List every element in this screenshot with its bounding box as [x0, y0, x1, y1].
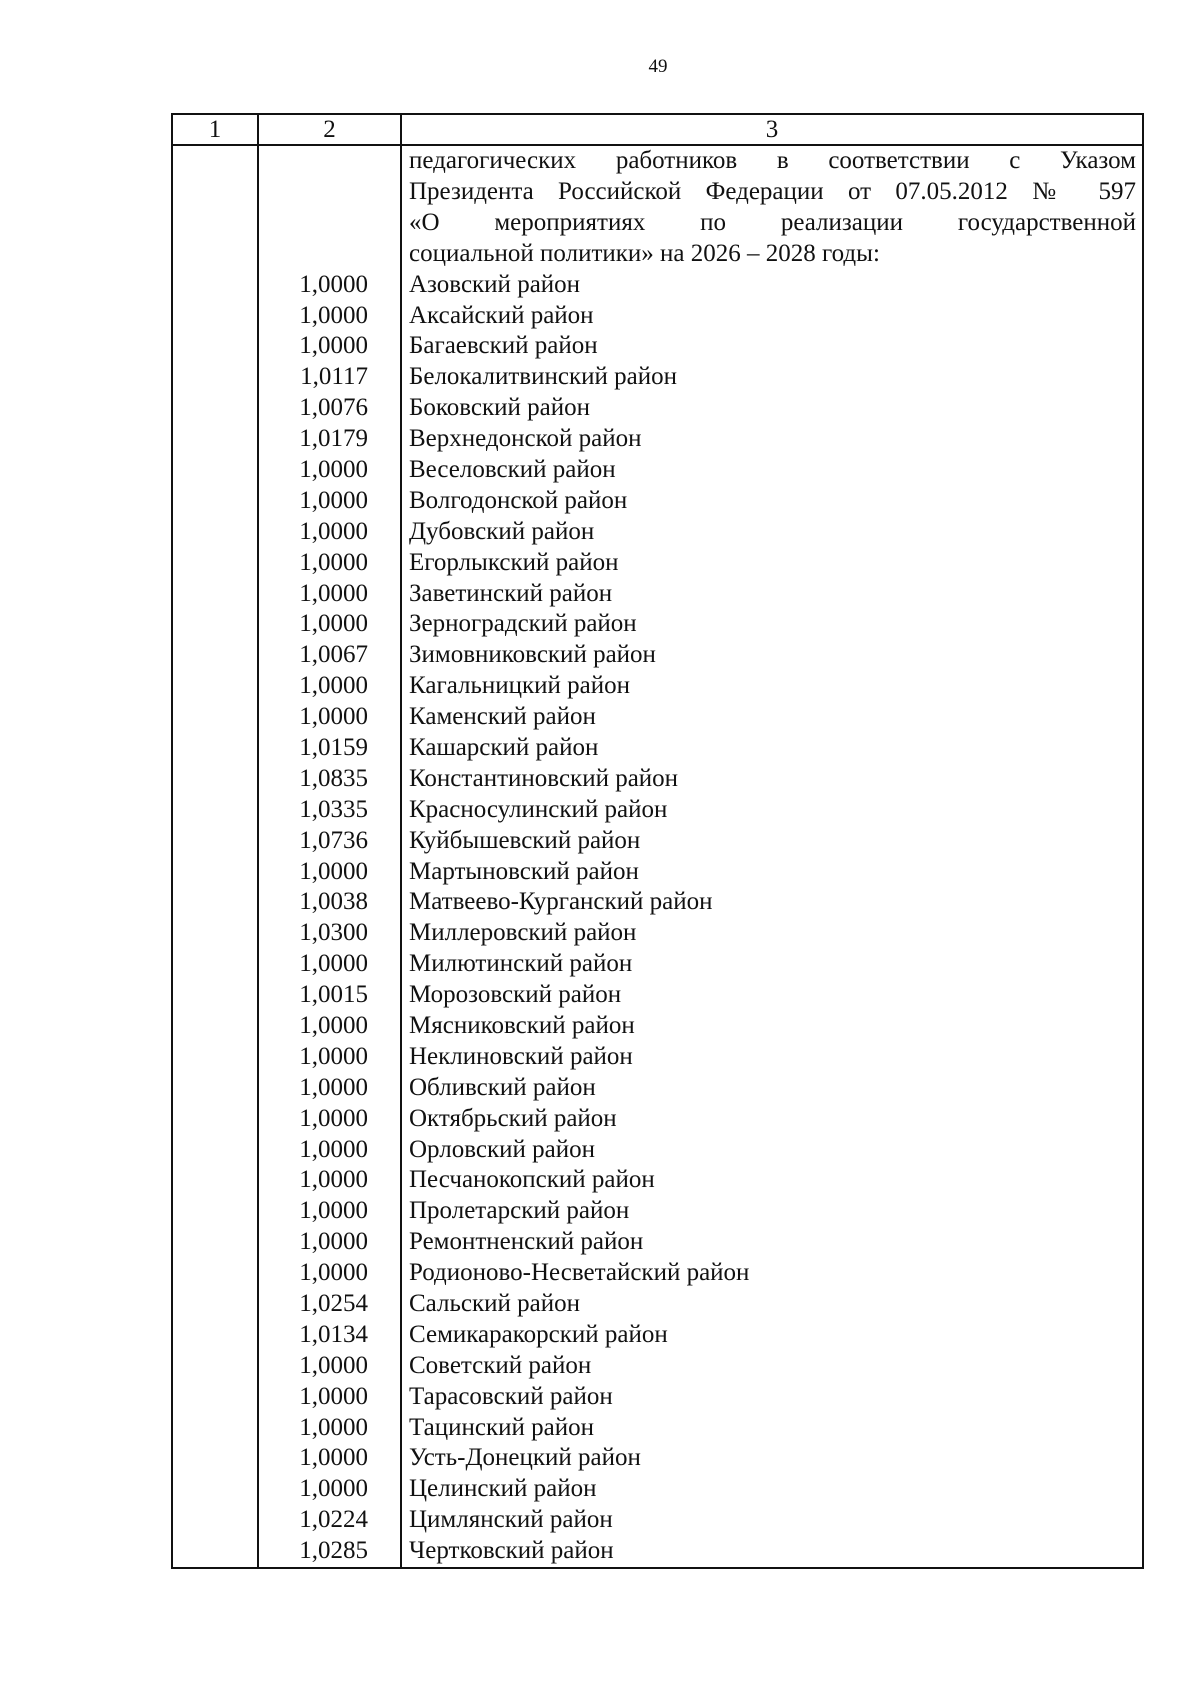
table-row [173, 301, 1142, 332]
table-row [173, 980, 1142, 1011]
coefficient-cell: 1,0000 [259, 486, 402, 517]
row-col-1 [173, 1382, 259, 1413]
coefficient-cell: 1,0000 [259, 1227, 402, 1258]
coefficient-cell: 1,0000 [259, 1413, 402, 1444]
coefficient-cell: 1,0067 [259, 640, 402, 671]
coefficient-cell: 1,0300 [259, 918, 402, 949]
intro-line: Президента Российской Федерации от 07.05.2012 № 597 [409, 177, 1136, 205]
coefficient-cell: 1,0038 [259, 887, 402, 918]
coefficient-cell: 1,0000 [259, 1351, 402, 1382]
intro-text [402, 146, 1142, 270]
district-name-cell: Октябрьский район [409, 1104, 617, 1132]
row-col-1 [173, 331, 259, 362]
row-col-1 [173, 486, 259, 517]
table-row [173, 1505, 1142, 1536]
district-name-cell: Мартыновский район [409, 857, 639, 885]
table-row [173, 331, 1142, 362]
district-name-cell: Морозовский район [409, 981, 622, 1009]
district-name-cell: Багаевский район [409, 332, 598, 360]
district-name-cell: Целинский район [409, 1475, 597, 1503]
district-name-cell: Песчанокопский район [409, 1166, 655, 1194]
table-row [173, 1227, 1142, 1258]
row-col-1 [173, 949, 259, 980]
row-col-1 [173, 1042, 259, 1073]
table-row [173, 826, 1142, 857]
row-col-1 [173, 1135, 259, 1166]
table-row [173, 1474, 1142, 1505]
coefficient-cell: 1,0000 [259, 517, 402, 548]
row-col-1 [173, 393, 259, 424]
table-row [173, 486, 1142, 517]
table-row [173, 1042, 1142, 1073]
intro-line: педагогических работников в соответствии с Указом [409, 147, 1136, 174]
coefficient-cell: 1,0736 [259, 826, 402, 857]
district-name-cell: Миллеровский район [409, 919, 637, 947]
table-row [173, 393, 1142, 424]
row-col-1 [173, 455, 259, 486]
row-col-1 [173, 1536, 259, 1567]
district-name-cell: Егорлыкский район [409, 548, 619, 576]
table-row [173, 1135, 1142, 1166]
table-row [173, 1165, 1142, 1196]
district-name-cell: Азовский район [409, 270, 581, 298]
coefficient-cell: 1,0000 [259, 1011, 402, 1042]
coefficient-cell: 1,0076 [259, 393, 402, 424]
table-row [173, 1413, 1142, 1444]
row-col-1 [173, 795, 259, 826]
district-name-cell: Тарасовский район [409, 1382, 613, 1410]
coefficient-cell: 1,0000 [259, 455, 402, 486]
table-row [173, 1104, 1142, 1135]
row-col-1 [173, 1505, 259, 1536]
district-name-cell: Мясниковский район [409, 1012, 635, 1039]
intro-col-1 [173, 146, 259, 270]
row-col-1 [173, 702, 259, 733]
row-col-1 [173, 826, 259, 857]
table-row [173, 764, 1142, 795]
coefficient-cell: 1,0000 [259, 1474, 402, 1505]
district-name-cell: Красносулинский район [409, 795, 668, 823]
district-name-cell: Родионово-Несветайский район [409, 1259, 750, 1287]
row-col-1 [173, 733, 259, 764]
coefficient-cell: 1,0159 [259, 733, 402, 764]
row-col-1 [173, 640, 259, 671]
coefficient-cell: 1,0000 [259, 1104, 402, 1135]
table-row [173, 548, 1142, 579]
intro-row [173, 146, 1142, 270]
district-name-cell: Орловский район [409, 1135, 595, 1163]
district-name-cell: Зимовниковский район [409, 641, 656, 669]
row-col-1 [173, 1289, 259, 1320]
coefficient-cell: 1,0000 [259, 1382, 402, 1413]
table-row [173, 1443, 1142, 1474]
coefficient-cell: 1,0000 [259, 270, 402, 301]
coefficient-cell: 1,0835 [259, 764, 402, 795]
district-name-cell: Советский район [409, 1351, 592, 1379]
table-row [173, 949, 1142, 980]
header-col-2: 2 [259, 115, 402, 144]
table-row [173, 671, 1142, 702]
coefficient-cell: 1,0000 [259, 579, 402, 610]
coefficient-cell: 1,0000 [259, 671, 402, 702]
table-row [173, 1258, 1142, 1289]
row-col-1 [173, 1073, 259, 1104]
row-col-1 [173, 857, 259, 888]
table-row [173, 1536, 1142, 1567]
district-name-cell: Семикаракорский район [409, 1320, 668, 1348]
coefficient-table [171, 113, 1144, 1569]
row-col-1 [173, 1196, 259, 1227]
district-name-cell: Каменский район [409, 703, 596, 731]
coefficient-cell: 1,0179 [259, 424, 402, 455]
row-col-1 [173, 301, 259, 332]
coefficient-cell: 1,0000 [259, 1258, 402, 1289]
coefficient-cell: 1,0000 [259, 1443, 402, 1474]
district-name-cell: Усть-Донецкий район [409, 1444, 641, 1472]
district-name-cell: Дубовский район [409, 517, 595, 545]
coefficient-cell: 1,0254 [259, 1289, 402, 1320]
table-row [173, 918, 1142, 949]
row-col-1 [173, 764, 259, 795]
table-body [173, 270, 1142, 1567]
row-col-1 [173, 579, 259, 610]
table-row [173, 733, 1142, 764]
table-row [173, 455, 1142, 486]
district-name-cell: Милютинский район [409, 950, 633, 978]
intro-line: социальной политики» на 2026 – 2028 годы: [409, 239, 880, 267]
district-name-cell: Зерноградский район [409, 610, 637, 638]
row-col-1 [173, 270, 259, 301]
district-name-cell: Кагальницкий район [409, 672, 631, 700]
row-col-1 [173, 918, 259, 949]
row-col-1 [173, 1227, 259, 1258]
coefficient-cell: 1,0000 [259, 1165, 402, 1196]
district-name-cell: Боковский район [409, 394, 590, 422]
coefficient-cell: 1,0015 [259, 980, 402, 1011]
coefficient-cell: 1,0000 [259, 1042, 402, 1073]
coefficient-cell: 1,0000 [259, 1135, 402, 1166]
coefficient-cell: 1,0000 [259, 301, 402, 332]
district-name-cell: Тацинский район [409, 1413, 594, 1441]
table-row [173, 1351, 1142, 1382]
table-row [173, 609, 1142, 640]
table-row [173, 1011, 1142, 1042]
district-name-cell: Неклиновский район [409, 1042, 633, 1070]
coefficient-cell: 1,0000 [259, 949, 402, 980]
row-col-1 [173, 424, 259, 455]
row-col-1 [173, 1413, 259, 1444]
coefficient-cell: 1,0000 [259, 1073, 402, 1104]
table-row [173, 517, 1142, 548]
coefficient-cell: 1,0285 [259, 1536, 402, 1567]
row-col-1 [173, 517, 259, 548]
table-row [173, 1382, 1142, 1413]
table-row [173, 1289, 1142, 1320]
district-name-cell: Ремонтненский район [409, 1228, 644, 1256]
district-name-cell: Веселовский район [409, 455, 616, 483]
district-name-cell: Обливский район [409, 1073, 596, 1101]
table-row [173, 362, 1142, 393]
table-row [173, 702, 1142, 733]
district-name-cell: Волгодонской район [409, 486, 628, 514]
table-row [173, 887, 1142, 918]
table-row [173, 795, 1142, 826]
header-col-1: 1 [173, 115, 259, 144]
row-col-1 [173, 1165, 259, 1196]
row-col-1 [173, 548, 259, 579]
coefficient-cell: 1,0117 [259, 362, 402, 393]
table-row [173, 640, 1142, 671]
table-row [173, 424, 1142, 455]
district-name-cell: Константиновский район [409, 764, 679, 792]
row-col-1 [173, 1104, 259, 1135]
district-name-cell: Аксайский район [409, 301, 594, 329]
coefficient-cell: 1,0224 [259, 1505, 402, 1536]
page-number: 49 [648, 56, 668, 77]
district-name-cell: Цимлянский район [409, 1506, 613, 1534]
district-name-cell: Чертковский район [409, 1537, 614, 1565]
district-name-cell: Заветинский район [409, 579, 613, 607]
table-row [173, 1073, 1142, 1104]
row-col-1 [173, 1011, 259, 1042]
district-name-cell: Сальский район [409, 1290, 580, 1318]
table-row [173, 579, 1142, 610]
district-name-cell: Матвеево-Курганский район [409, 888, 713, 916]
intro-line: «О мероприятиях по реализации государственной [409, 208, 1136, 236]
row-col-1 [173, 887, 259, 918]
row-col-1 [173, 1443, 259, 1474]
coefficient-cell: 1,0000 [259, 857, 402, 888]
coefficient-cell: 1,0000 [259, 331, 402, 362]
row-col-1 [173, 1351, 259, 1382]
table-row [173, 1320, 1142, 1351]
row-col-1 [173, 609, 259, 640]
district-name-cell: Куйбышевский район [409, 826, 641, 854]
table-row [173, 857, 1142, 888]
coefficient-cell: 1,0335 [259, 795, 402, 826]
table-row [173, 270, 1142, 301]
table-row [173, 1196, 1142, 1227]
row-col-1 [173, 1258, 259, 1289]
table-header-row [173, 115, 1142, 146]
district-name-cell: Белокалитвинский район [409, 363, 677, 391]
coefficient-cell: 1,0000 [259, 1196, 402, 1227]
row-col-1 [173, 1474, 259, 1505]
row-col-1 [173, 362, 259, 393]
coefficient-cell: 1,0000 [259, 609, 402, 640]
coefficient-cell: 1,0000 [259, 548, 402, 579]
intro-col-2 [259, 146, 402, 270]
coefficient-cell: 1,0134 [259, 1320, 402, 1351]
row-col-1 [173, 1320, 259, 1351]
row-col-1 [173, 980, 259, 1011]
coefficient-cell: 1,0000 [259, 702, 402, 733]
district-name-cell: Кашарский район [409, 733, 599, 761]
district-name-cell: Пролетарский район [409, 1197, 630, 1225]
row-col-1 [173, 671, 259, 702]
header-col-3: 3 [765, 116, 779, 143]
district-name-cell: Верхнедонской район [409, 425, 642, 453]
